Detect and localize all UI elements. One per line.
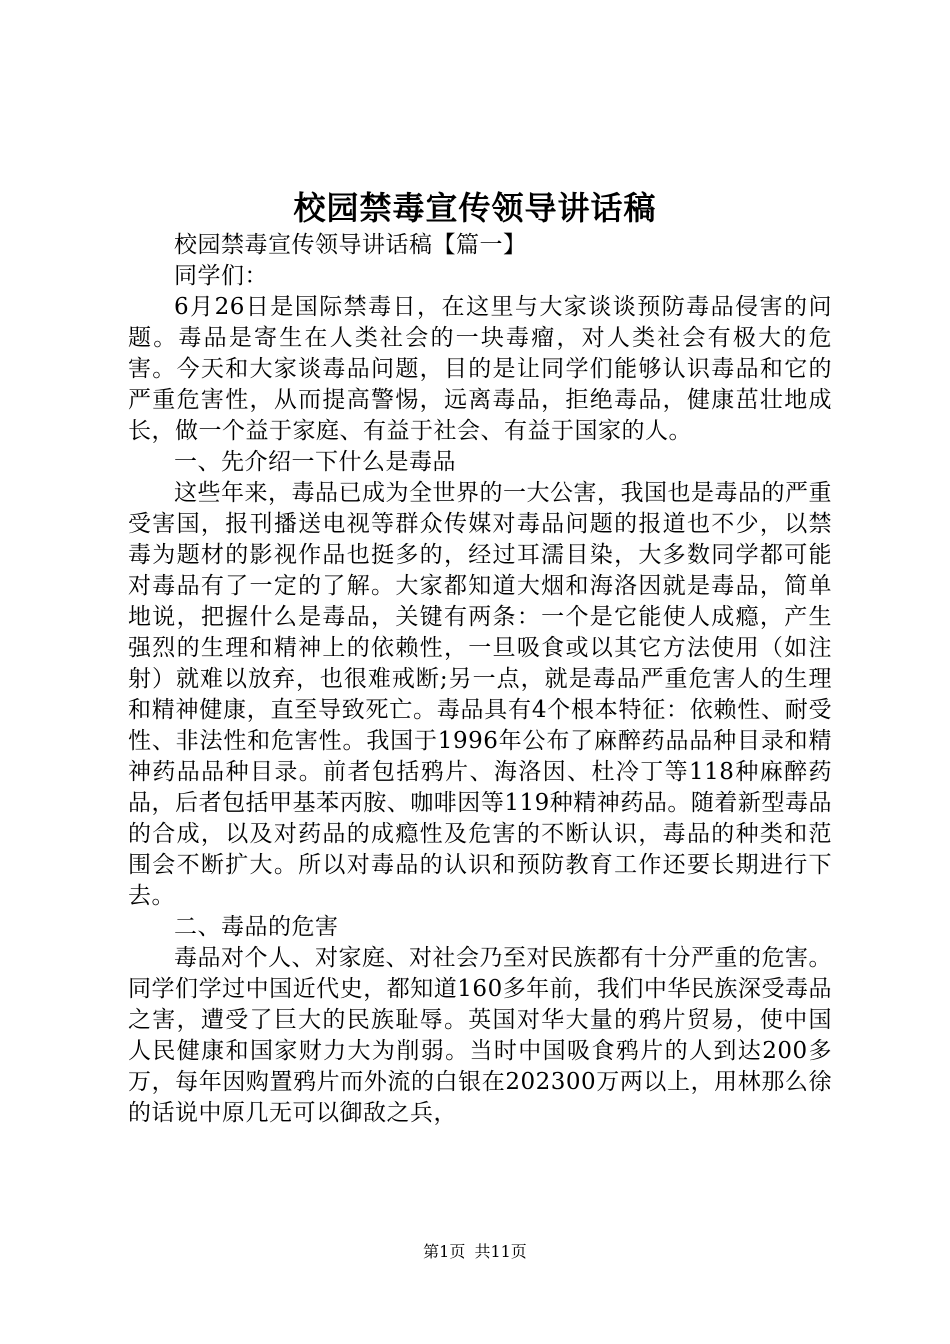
- document-title: 校园禁毒宣传领导讲话稿: [293, 189, 657, 227]
- body-paragraph: 6月26日是国际禁毒日，在这里与大家谈谈预防毒品侵害的问题。毒品是寄生在人类社会的一块毒瘤，对人类社会有极大的危害。今天和大家谈毒品问题，目的是让同学们能够认识毒品和它的严重危害性，从而提高警惕，远离毒品，拒绝毒品，健康茁壮地成长，做一个益于家庭、有益于社会、有益于国家的人。: [128, 294, 832, 444]
- page-number-footer: 第1页 共11页: [423, 1242, 527, 1261]
- document-body: [128, 230, 832, 1129]
- subtitle-paragraph: 校园禁毒宣传领导讲话稿【篇一】: [174, 232, 527, 258]
- section-heading: 一、先介绍一下什么是毒品: [174, 449, 456, 475]
- body-paragraph: 毒品对个人、对家庭、对社会乃至对民族都有十分严重的危害。同学们学过中国近代史，都知道160多年前，我们中华民族深受毒品之害，遭受了巨大的民族耻辱。英国对华大量的鸦片贸易，使中国人民健康和国家财力大为削弱。当时中国吸食鸦片的人到达200多万，每年因购置鸦片而外流的白银在202300万两以上，用林那么徐的话说中原几无可以御敌之兵，: [128, 945, 832, 1126]
- salutation-paragraph: 同学们：: [174, 263, 268, 289]
- section-heading: 二、毒品的危害: [174, 914, 339, 940]
- body-paragraph: 这些年来，毒品已成为全世界的一大公害，我国也是毒品的严重受害国，报刊播送电视等群众传媒对毒品问题的报道也不少，以禁毒为题材的影视作品也挺多的，经过耳濡目染，大多数同学都可能对毒品有了一定的了解。大家都知道大烟和海洛因就是毒品，简单地说，把握什么是毒品，关键有两条：一个是它能使人成瘾，产生强烈的生理和精神上的依赖性，一旦吸食或以其它方法使用（如注射）就难以放弃，也很难戒断;另一点，就是毒品严重危害人的生理和精神健康，直至导致死亡。毒品具有4个根本特征：依赖性、耐受性、非法性和危害性。我国于1996年公布了麻醉药品品种目录和精神药品品种目录。前者包括鸦片、海洛因、杜冷丁等118种麻醉药品，后者包括甲基苯丙胺、咖啡因等119种精神药品。随着新型毒品的合成，以及对药品的成瘾性及危害的不断认识，毒品的种类和范围会不断扩大。所以对毒品的认识和预防教育工作还要长期进行下去。: [128, 480, 832, 909]
